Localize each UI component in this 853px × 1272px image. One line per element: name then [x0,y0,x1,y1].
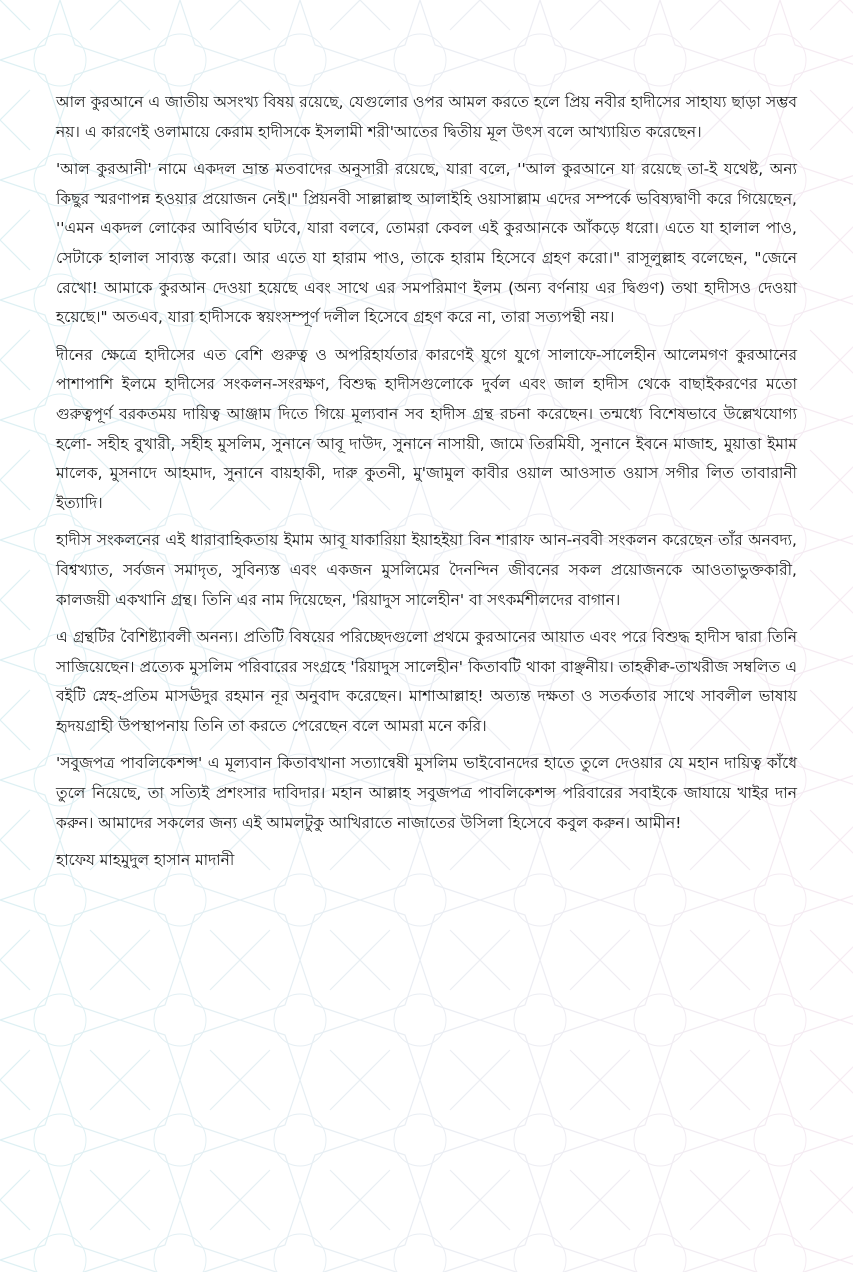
paragraph-riyadus-salehin-origin: হাদীস সংকলনের এই ধারাবাহিকতায় ইমাম আবূ যাকারিয়া ইয়াহইয়া বিন শারাফ আন-নববী সংকলন করেছেন তাঁর অনবদ্য, বিশ্বখ্যাত, সর্বজন সমাদৃত, সুবিন্যস্ত এবং একজন মুসলিমের দৈনন্দিন জীবনের সকল প্রয়োজনকে আওতাভুক্তকারী, কালজয়ী একখানি গ্রন্থ। তিনি এর নাম দিয়েছেন, 'রিয়াদুস সালেহীন' বা সৎকর্মশীলদের বাগান। [56,531,797,609]
paragraph-book-features: এ গ্রন্থটির বৈশিষ্ট্যাবলী অনন্য। প্রতিটি বিষয়ের পরিচ্ছেদগুলো প্রথমে কুরআনের আয়াত এবং পরে বিশুদ্ধ হাদীস দ্বারা তিনি সাজিয়েছেন। প্রত্যেক মুসলিম পরিবারের সংগ্রহে 'রিয়াদুস সালেহীন' কিতাবটি থাকা বাঞ্ছনীয়। তাহক্বীক্ব-তাখরীজ সম্বলিত এ বইটি স্নেহ-প্রতিম মাসঊদুর রহমান নূর অনুবাদ করেছেন। মাশাআল্লাহ! অত্যন্ত দক্ষতা ও সতর্কতার সাথে সাবলীল ভাষায় হৃদয়গ্রাহী উপস্থাপনায় তিনি তা করতে পেরেছেন বলে আমরা মনে করি। [56,628,797,735]
paragraph-hadith-compilations: দীনের ক্ষেত্রে হাদীসের এত বেশি গুরুত্ব ও অপরিহার্যতার কারণেই যুগে যুগে সালাফে-সালেহীন আলেমগণ কুরআনের পাশাপাশি ইলমে হাদীসের সংকলন-সংরক্ষণ, বিশুদ্ধ হাদীসগুলোকে দুর্বল এবং জাল হাদীস থেকে বাছাইকরণের মতো গুরুত্বপূর্ণ বরকতময় দায়িত্ব আঞ্জাম দিতে গিয়ে মূল্যবান সব হাদীস গ্রন্থ রচনা করেছেন। তন্মধ্যে বিশেষভাবে উল্লেখযোগ্য হলো- সহীহ বুখারী, সহীহ মুসলিম, সুনানে আবূ দাউদ, সুনানে নাসায়ী, জামে তিরমিযী, সুনানে ইবনে মাজাহ, মুয়াত্তা ইমাম মালেক, মুসনাদে আহমাদ, সুনানে বায়হাকী, দারু কুতনী, মু'জামুল কাবীর ওয়াল আওসাত ওয়াস সগীর লিত তাবারানী ইত্যাদি। [56,345,797,512]
author-signature: হাফেয মাহমুদুল হাসান মাদানী [56,851,235,870]
paragraph-quranist-sect: 'আল কুরআনী' নামে একদল ভ্রান্ত মতবাদের অনুসারী রয়েছে, যারা বলে, ''আল কুরআনে যা রয়েছে তা-ই যথেষ্ট, অন্য কিছুর স্মরণাপন্ন হওয়ার প্রয়োজন নেই।" প্রিয়নবী সাল্লাল্লাহু আলাইহি ওয়াসাল্লাম এদের সম্পর্কে ভবিষ্যদ্বাণী করে গিয়েছেন, ''এমন একদল লোকের আবির্ভাব ঘটবে, যারা বলবে, তোমরা কেবল এই কুরআনকে আঁকড়ে ধরো। এতে যা হালাল পাও, সেটাকে হালাল সাব্যস্ত করো। আর এতে যা হারাম পাও, তাকে হারাম হিসেবে গ্রহণ করো।" রাসূলুল্লাহ বলেছেন, "জেনে রেখো! আমাকে কুরআন দেওয়া হয়েছে এবং সাথে এর সমপরিমাণ ইলম (অন্য বর্ণনায় এর দ্বিগুণ) তথা হাদীসও দেওয়া হয়েছে।" অতএব, যারা হাদীসকে স্বয়ংসম্পূর্ণ দলীল হিসেবে গ্রহণ করে না, তারা সত্যপন্থী নয়। [56,160,797,327]
paragraph-quran-hadith-need: আল কুরআনে এ জাতীয় অসংখ্য বিষয় রয়েছে, যেগুলোর ওপর আমল করতে হলে প্রিয় নবীর হাদীসের সাহায্য ছাড়া সম্ভব নয়। এ কারণেই ওলামায়ে কেরাম হাদীসকে ইসলামী শরী'আতের দ্বিতীয় মূল উৎস বলে আখ্যায়িত করেছেন। [56,93,797,141]
document-body [56,88,797,876]
paragraph-publisher-thanks: 'সবুজপত্র পাবলিকেশন্স' এ মূল্যবান কিতাবখানা সত্যান্বেষী মুসলিম ভাইবোনদের হাতে তুলে দেওয়ার যে মহান দায়িত্ব কাঁধে তুলে নিয়েছে, তা সত্যিই প্রশংসার দাবিদার। মহান আল্লাহ সবুজপত্র পাবলিকেশন্স পরিবারের সবাইকে জাযায়ে খাইর দান করুন। আমাদের সকলের জন্য এই আমলটুকু আখিরাতে নাজাতের উসিলা হিসেবে কবুল করুন। আমীন! [56,754,797,832]
